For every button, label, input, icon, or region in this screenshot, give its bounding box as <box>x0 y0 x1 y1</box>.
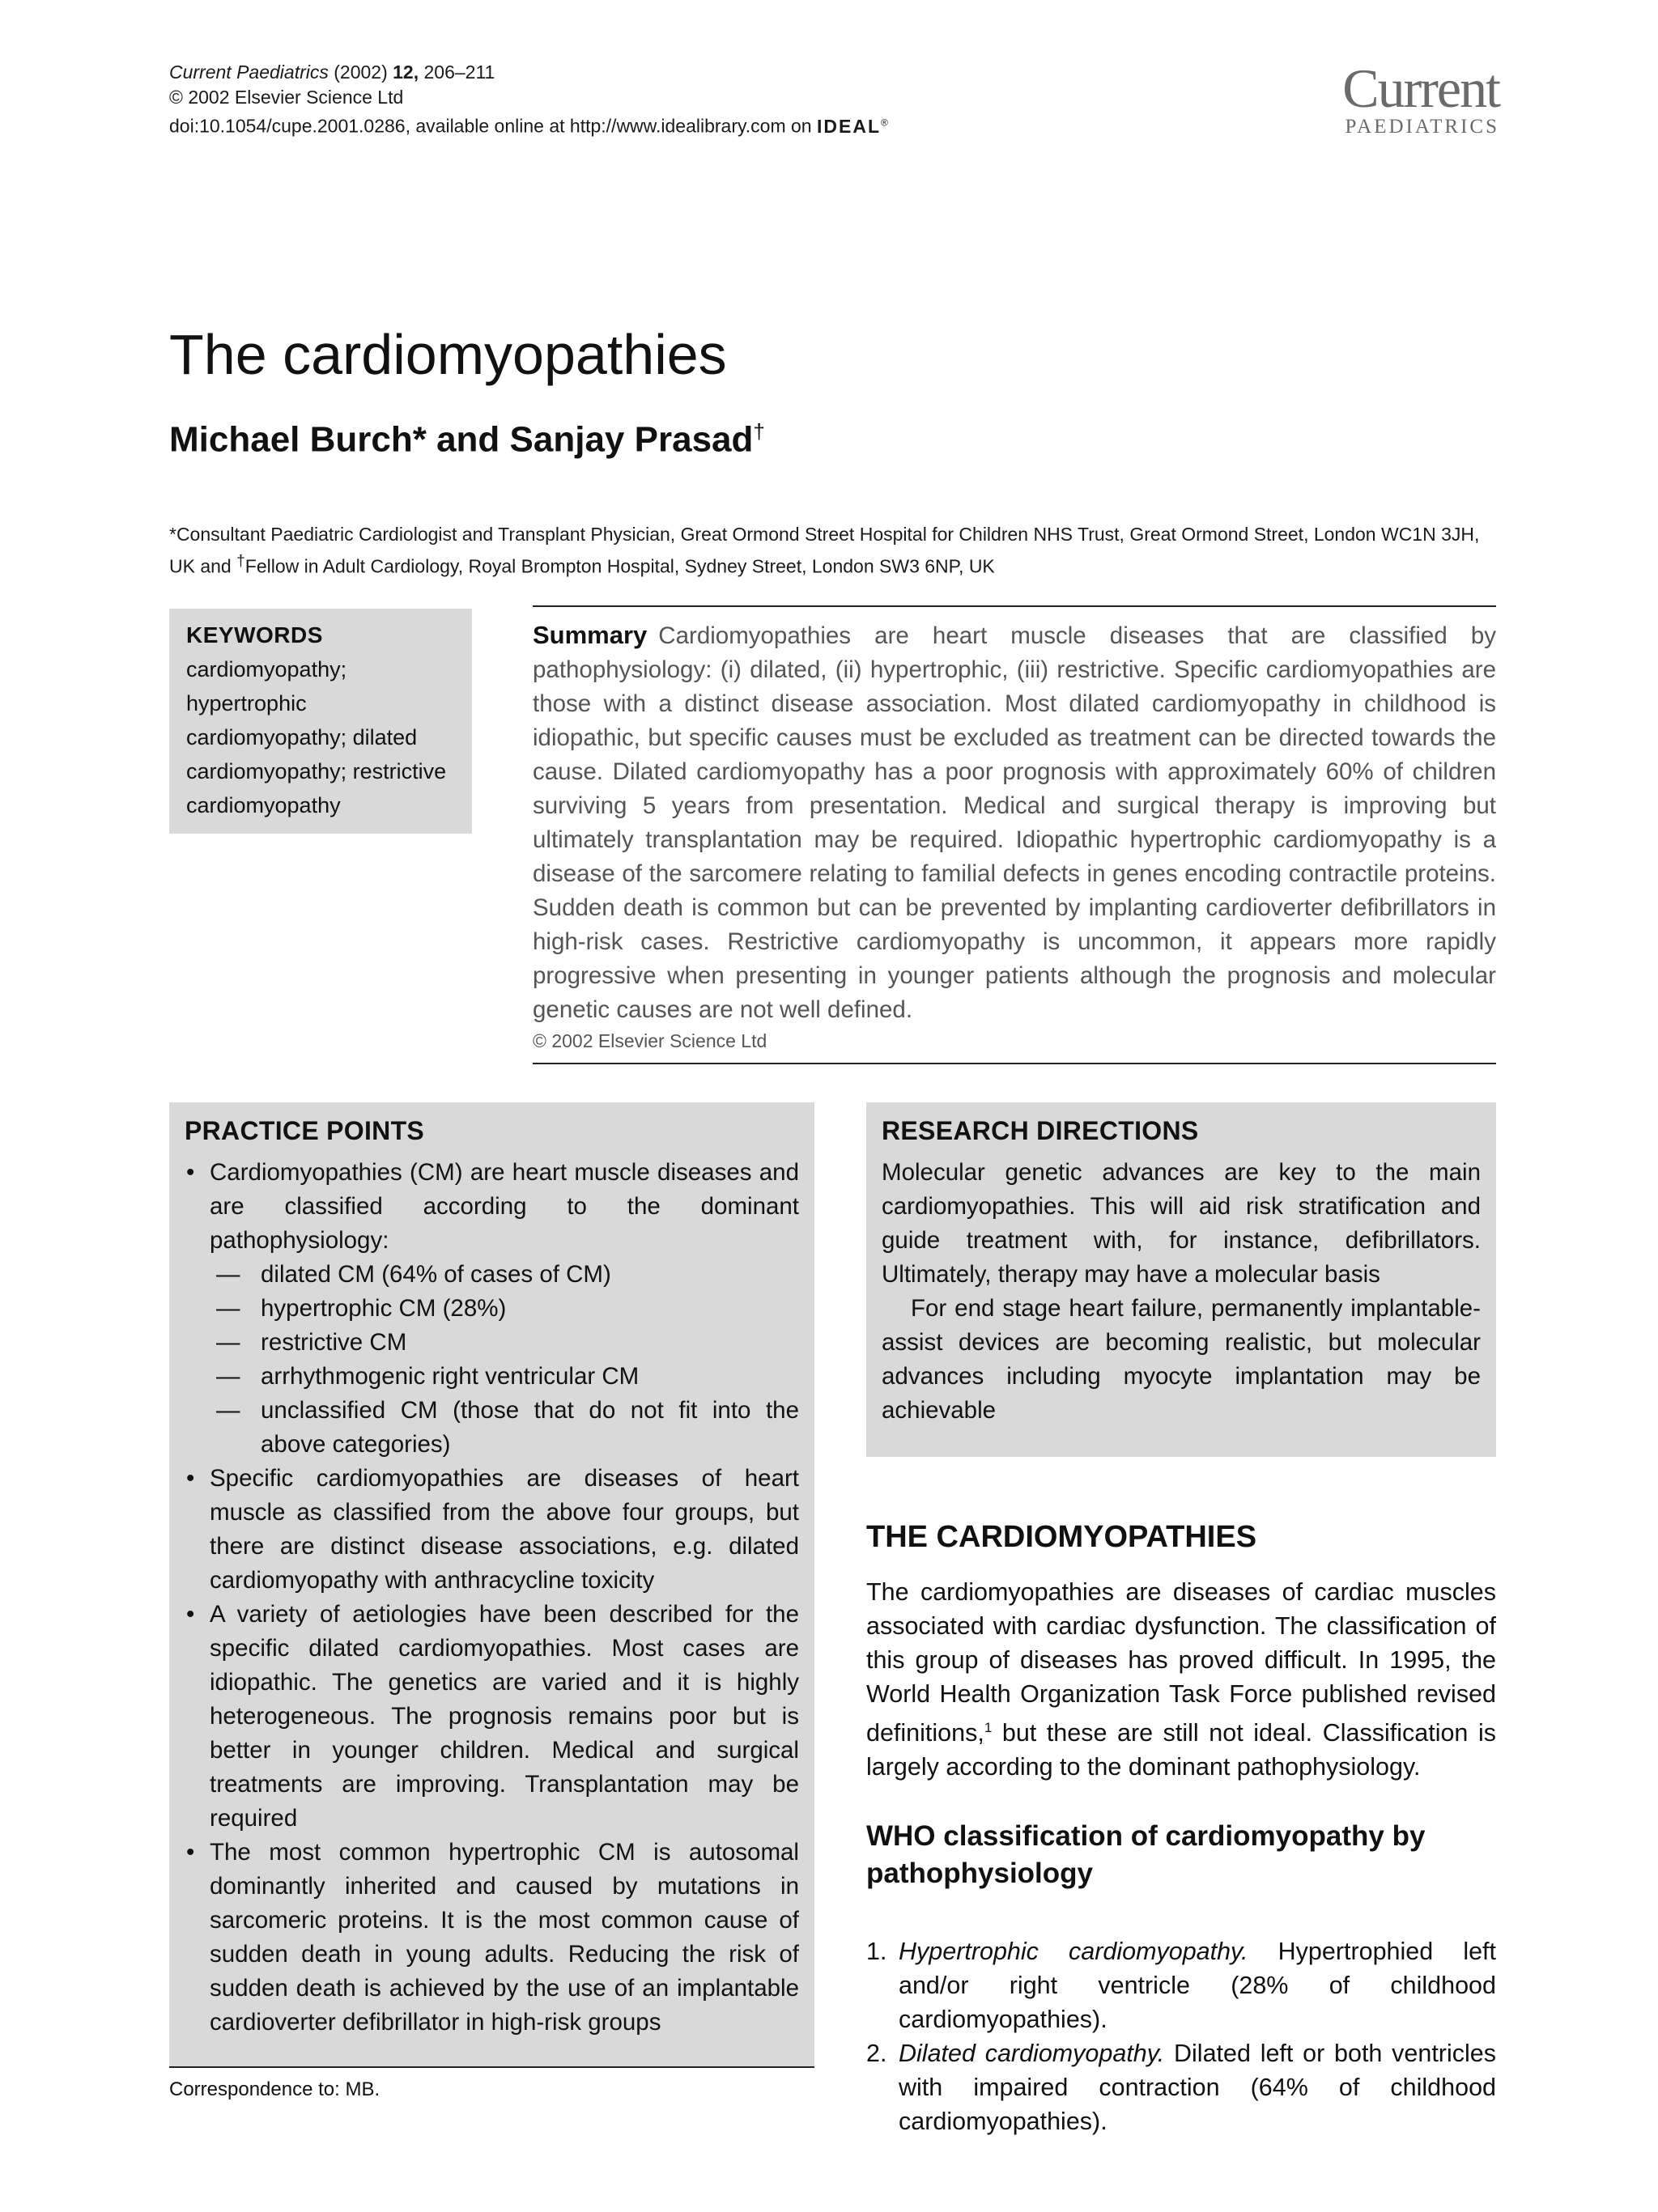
citation-header <box>169 60 888 139</box>
item-term: Hypertrophic cardiomyopathy. <box>899 1938 1248 1965</box>
dash-icon: — <box>216 1363 240 1390</box>
cm-type-item <box>210 1360 799 1394</box>
cm-type-item <box>210 1258 799 1292</box>
section-text-a: The cardiomyopathies are diseases of cardiac muscles associated with cardiac dysfunction. The classification of this group of diseases has proved difficult. In 1995, the World Health Organization Task Force published revised definitions, <box>866 1578 1496 1747</box>
practice-point-text: Cardiomyopathies (CM) are heart muscle diseases and are classified according to the dominant pathophysiology: <box>210 1159 799 1254</box>
affiliation-part-1: *Consultant Paediatric Cardiologist and Transplant Physician, Great Ormond Street Hospital for Children NHS Trust, Great Ormond Street, London WC1N 3JH, UK and <box>169 524 1480 577</box>
section-text-b: but these are still not ideal. Classification is largely according to the dominant pathophysiology. <box>866 1719 1496 1781</box>
section-paragraph <box>866 1575 1496 1784</box>
cm-type-item <box>210 1292 799 1326</box>
keywords-heading: KEYWORDS <box>186 622 323 647</box>
item-number: 1. <box>866 1938 887 1965</box>
dash-icon: — <box>216 1397 240 1424</box>
dash-icon: — <box>216 1295 240 1322</box>
cm-types-list <box>210 1258 799 1462</box>
journal-name: Current Paediatrics <box>169 62 329 83</box>
ideal-logo-text: IDEAL <box>817 115 881 137</box>
affiliation-dagger: † <box>236 553 245 570</box>
practice-point-text: A variety of aetiologies have been described for the specific dilated cardiomyopathies. Most cases are idiopathic. The genetics are varied and it is highly heterogeneous. The prognosis remains poor but is better in younger children. Medical and surgical treatments are improving. Transplantation may be required <box>210 1601 799 1832</box>
item-text: Dilated left or both ventricles with impaired contraction (64% of childhood cardiomyopathies). <box>899 2040 1496 2135</box>
subsection-heading: WHO classification of cardiomyopathy by pathophysiology <box>866 1820 1426 1889</box>
citation-line <box>169 60 888 85</box>
author-dagger: † <box>753 419 765 444</box>
practice-point <box>185 1156 799 1462</box>
cm-type-text: arrhythmogenic right ventricular CM <box>261 1363 640 1390</box>
research-directions-box <box>866 1102 1496 1457</box>
keywords-box <box>169 609 472 834</box>
summary-label: Summary <box>533 621 648 649</box>
article-authors <box>169 419 765 461</box>
ideal-logo <box>817 116 888 137</box>
practice-point <box>185 1598 799 1836</box>
classification-item <box>866 1934 1496 2036</box>
bullet-icon: • <box>186 1601 195 1628</box>
practice-point <box>185 1462 799 1598</box>
practice-points-heading: PRACTICE POINTS <box>185 1116 425 1145</box>
affiliation-part-2: Fellow in Adult Cardiology, Royal Brompton Hospital, Sydney Street, London SW3 6NP, UK <box>244 555 995 577</box>
cm-type-text: dilated CM (64% of cases of CM) <box>261 1261 611 1288</box>
practice-points-list <box>185 1156 799 2040</box>
article-title: The cardiomyopathies <box>169 323 727 386</box>
cm-type-text: hypertrophic CM (28%) <box>261 1295 507 1322</box>
brand-subtitle: PAEDIATRICS <box>1345 116 1499 138</box>
bullet-icon: • <box>186 1159 195 1186</box>
ideal-registered-mark: ® <box>881 117 888 128</box>
practice-points-rule <box>169 2066 814 2068</box>
research-paragraph: Molecular genetic advances are key to the main cardiomyopathies. This will aid risk stratification and guide treatment with, for instance, defibrillators. Ultimately, therapy may have a molecular basis <box>882 1159 1481 1288</box>
section-heading: THE CARDIOMYOPATHIES <box>866 1520 1257 1554</box>
dash-icon: — <box>216 1329 240 1356</box>
citation-year: (2002) <box>328 62 393 83</box>
practice-points-box <box>169 1102 814 2066</box>
author-names: Michael Burch* and Sanjay Prasad <box>169 419 754 460</box>
cm-type-item <box>210 1394 799 1462</box>
summary-paragraph <box>533 618 1496 1027</box>
classification-item <box>866 2036 1496 2138</box>
reference-marker[interactable]: 1 <box>984 1720 993 1735</box>
citation-volume: 12, <box>393 62 419 83</box>
author-affiliations <box>169 520 1497 580</box>
citation-pages: 206–211 <box>419 62 495 83</box>
summary-body: Cardiomyopathies are heart muscle diseases that are classified by pathophysiology: (i) dilated, (ii) hypertrophic, (iii) restrictive. Specific cardiomyopathies are those with a distinct disease association. Most dilated cardiomyopathy in childhood is idiopathic, but specific causes must be excluded as treatment can be directed towards the cause. Dilated cardiomyopathy has a poor prognosis with approximately 60% of children surviving 5 years from presentation. Medical and surgical therapy is improving but ultimately transplantation may be required. Idiopathic hypertrophic cardiomyopathy is a disease of the sarcomere relating to familial defects in genes encoding contractile proteins. Sudden death is common but can be prevented by implanting cardioverter defibrillators in high-risk cases. Restrictive cardiomyopathy is uncommon, it appears more rapidly progressive when presenting in younger patients although the prognosis and molecular genetic causes are not well defined. <box>533 622 1496 1023</box>
practice-point-text: Specific cardiomyopathies are diseases of heart muscle as classified from the above four groups, but there are distinct disease associations, e.g. dilated cardiomyopathy with anthracycline toxicity <box>210 1465 799 1594</box>
practice-point <box>185 1836 799 2040</box>
research-directions-heading: RESEARCH DIRECTIONS <box>882 1116 1199 1145</box>
item-term: Dilated cardiomyopathy. <box>899 2040 1165 2067</box>
bullet-icon: • <box>186 1839 195 1866</box>
practice-point-text: The most common hypertrophic CM is autosomal dominantly inherited and caused by mutations in sarcomeric proteins. It is the most common cause of sudden death in young adults. Reducing the risk of sudden death is achieved by the use of an implantable cardioverter defibrillator in high-risk groups <box>210 1839 799 2036</box>
cm-type-text: restrictive CM <box>261 1329 407 1356</box>
bullet-icon: • <box>186 1465 195 1492</box>
item-text: Hypertrophied left and/or right ventricle (28% of childhood cardiomyopathies). <box>899 1938 1497 2033</box>
dash-icon: — <box>216 1261 240 1288</box>
cm-type-text: unclassified CM (those that do not fit into the above categories) <box>261 1397 799 1458</box>
journal-brand-logo <box>1342 57 1499 139</box>
research-paragraph: For end stage heart failure, permanently implantable-assist devices are becoming realistic, but molecular advances including myocyte implantation may be achievable <box>882 1295 1481 1424</box>
doi-text: doi:10.1054/cupe.2001.0286, available online at http://www.idealibrary.com on <box>169 115 817 137</box>
doi-line <box>169 110 888 139</box>
correspondence-note: Correspondence to: MB. <box>169 2078 380 2100</box>
copyright-line: © 2002 Elsevier Science Ltd <box>169 87 404 108</box>
abstract-summary <box>533 605 1496 1064</box>
cm-type-item <box>210 1326 799 1360</box>
summary-copyright: © 2002 Elsevier Science Ltd <box>533 1030 767 1051</box>
item-number: 2. <box>866 2040 887 2067</box>
brand-name: Current <box>1342 57 1499 119</box>
keywords-text: cardiomyopathy; hypertrophic cardiomyopathy; dilated cardiomyopathy; restrictive cardiomyopathy <box>186 657 447 817</box>
who-classification-list <box>866 1934 1496 2138</box>
